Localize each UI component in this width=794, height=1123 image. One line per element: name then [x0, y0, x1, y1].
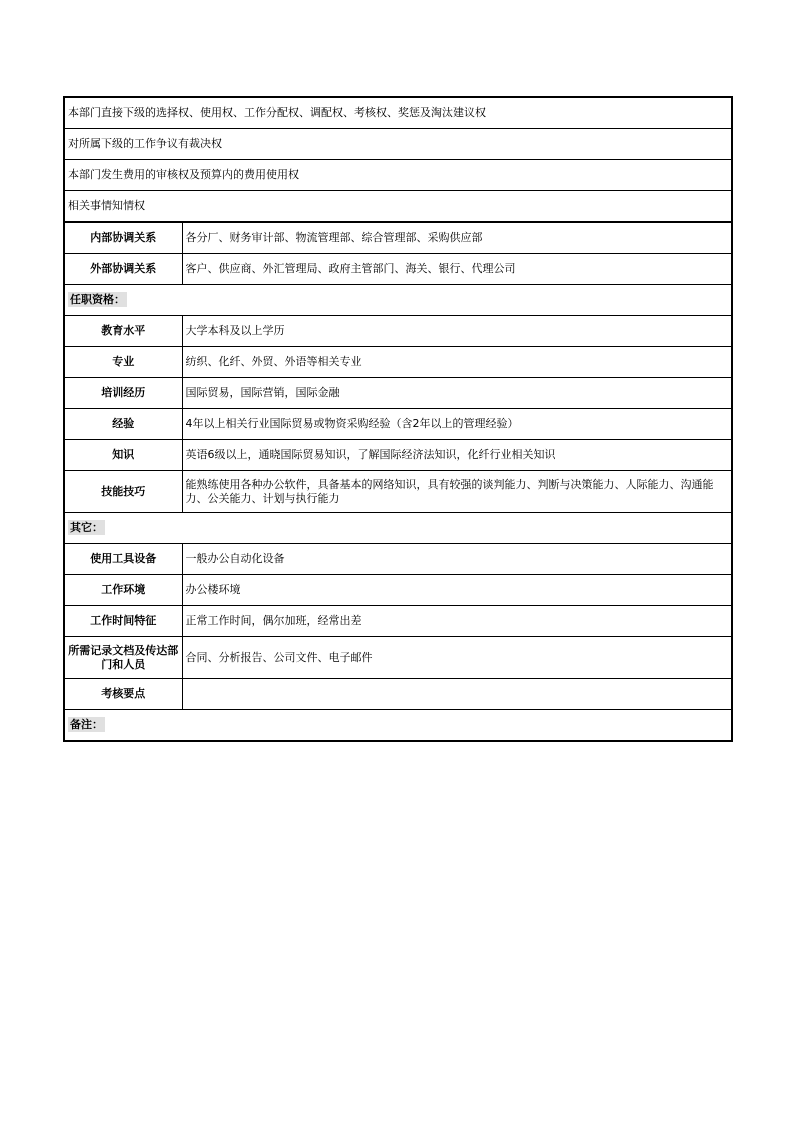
- job-description-table: [63, 96, 733, 742]
- tools-label: 使用工具设备: [64, 544, 182, 575]
- authority-item: 本部门直接下级的选择权、使用权、工作分配权、调配权、考核权、奖惩及淘汰建议权: [64, 97, 732, 129]
- knowledge-row: [64, 440, 732, 471]
- environment-label: 工作环境: [64, 575, 182, 606]
- qualification-section-row: [64, 285, 732, 316]
- training-label: 培训经历: [64, 378, 182, 409]
- work-time-label: 工作时间特征: [64, 606, 182, 637]
- work-time-value: 正常工作时间，偶尔加班，经常出差: [182, 606, 732, 637]
- remarks-section-title: 备注：: [70, 718, 103, 731]
- tools-value: 一般办公自动化设备: [182, 544, 732, 575]
- internal-relations-label: 内部协调关系: [64, 222, 182, 254]
- knowledge-value: 英语6级以上，通晓国际贸易知识，了解国际经济法知识，化纤行业相关知识: [182, 440, 732, 471]
- education-label: 教育水平: [64, 316, 182, 347]
- authority-row: [64, 160, 732, 191]
- authority-item: 本部门发生费用的审核权及预算内的费用使用权: [64, 160, 732, 191]
- other-section-title: 其它：: [70, 521, 103, 534]
- assessment-label: 考核要点: [64, 679, 182, 710]
- environment-value: 办公楼环境: [182, 575, 732, 606]
- internal-relations-value: 各分厂、财务审计部、物流管理部、综合管理部、采购供应部: [182, 222, 732, 254]
- records-label: 所需记录文档及传达部门和人员: [64, 637, 182, 679]
- experience-label: 经验: [64, 409, 182, 440]
- assessment-value: [182, 679, 732, 710]
- training-value: 国际贸易，国际营销，国际金融: [182, 378, 732, 409]
- skills-label: 技能技巧: [64, 471, 182, 513]
- experience-row: [64, 409, 732, 440]
- external-relations-value: 客户、供应商、外汇管理局、政府主管部门、海关、银行、代理公司: [182, 254, 732, 285]
- internal-relations-row: [64, 222, 732, 254]
- assessment-row: [64, 679, 732, 710]
- major-row: [64, 347, 732, 378]
- authority-row: [64, 97, 732, 129]
- external-relations-label: 外部协调关系: [64, 254, 182, 285]
- skills-value: 能熟练使用各种办公软件，具备基本的网络知识，具有较强的谈判能力、判断与决策能力、人际能力、沟通能力、公关能力、计划与执行能力: [182, 471, 732, 513]
- experience-value: 4年以上相关行业国际贸易或物资采购经验（含2年以上的管理经验）: [182, 409, 732, 440]
- records-value: 合同、分析报告、公司文件、电子邮件: [182, 637, 732, 679]
- authority-row: [64, 191, 732, 223]
- knowledge-label: 知识: [64, 440, 182, 471]
- authority-item: 对所属下级的工作争议有裁决权: [64, 129, 732, 160]
- remarks-section-row: [64, 710, 732, 742]
- work-time-row: [64, 606, 732, 637]
- training-row: [64, 378, 732, 409]
- records-row: [64, 637, 732, 679]
- major-label: 专业: [64, 347, 182, 378]
- tools-row: [64, 544, 732, 575]
- major-value: 纺织、化纤、外贸、外语等相关专业: [182, 347, 732, 378]
- skills-row: [64, 471, 732, 513]
- authority-item: 相关事情知情权: [64, 191, 732, 223]
- other-section-row: [64, 513, 732, 544]
- external-relations-row: [64, 254, 732, 285]
- qualification-section-title: 任职资格：: [70, 293, 125, 306]
- education-row: [64, 316, 732, 347]
- authority-row: [64, 129, 732, 160]
- environment-row: [64, 575, 732, 606]
- education-value: 大学本科及以上学历: [182, 316, 732, 347]
